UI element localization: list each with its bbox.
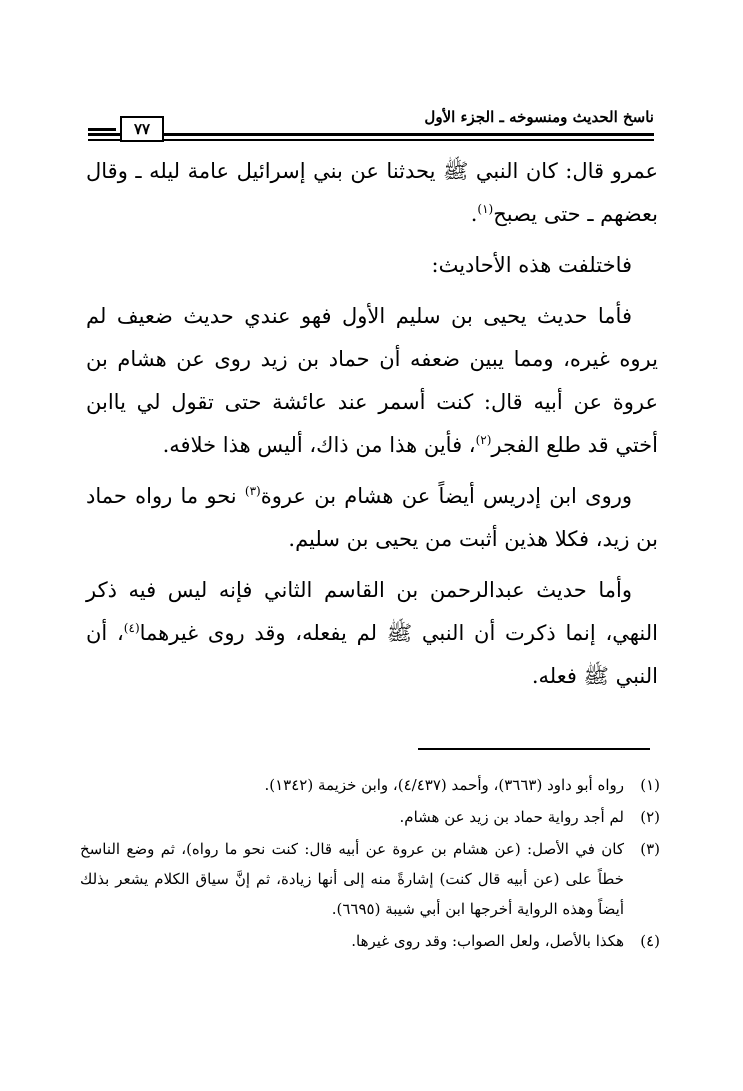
header-ornament [88, 128, 116, 131]
footnote-text: لم أجد رواية حماد بن زيد عن هشام. [399, 808, 624, 826]
footnote [80, 834, 660, 924]
footnote-separator [418, 748, 650, 750]
running-header [88, 108, 654, 138]
footnote-ref: (٢) [475, 433, 492, 447]
footnote-number: (٤) [640, 932, 660, 950]
header-rule [88, 133, 654, 136]
footnote [80, 770, 660, 800]
footnote-number: (١) [640, 776, 660, 794]
footnote-text: هكذا بالأصل، ولعل الصواب: وقد روى غيرها. [351, 932, 624, 950]
header-rule-secondary [88, 139, 654, 141]
paragraph: وأما حديث عبدالرحمن بن القاسم الثاني فإنه ليس فيه ذكر النهي، إنما ذكرت أن النبي ﷺ لم يفعله، وقد روى غيرهما$^{(٤)}$، أن النبي ﷺ فعله. [86, 578, 658, 688]
footnote-ref: (٤) [123, 621, 140, 635]
footnote [80, 926, 660, 956]
footnote-ref: (١) [477, 202, 494, 216]
footnote-number: (٣) [640, 840, 660, 858]
main-text [86, 150, 658, 706]
footnote [80, 802, 660, 832]
paragraph: فأما حديث يحيى بن سليم الأول فهو عندي حديث ضعيف لم يروه غيره، ومما يبين ضعفه أن حماد بن زيد روى عن هشام بن عروة عن أبيه قال: كنت أسمر عند عائشة حتى تقول لي ياابن أختي قد طلع الفجر$^{(٢)}$، فأين هذا من ذاك، أليس هذا خلافه. [86, 304, 658, 457]
footnote-text: كان في الأصل: (عن هشام بن عروة عن أبيه قال: كنت نحو ما رواه)، ثم وضع الناسخ خطاً على (عن أبيه قال كنت) إشارةً منه إلى أنها زيادة، ثم إنَّ سياق الكلام يشعر بذلك أيضاً وهذه الرواية أخرجها ابن أبي شيبة (٦٦٩٥). [80, 840, 624, 918]
footnote-number: (٢) [640, 808, 660, 826]
header-title: ناسخ الحديث ومنسوخه ـ الجزء الأول [424, 108, 654, 126]
page-number: ٧٧ [120, 116, 164, 142]
paragraph: عمرو قال: كان النبي ﷺ يحدثنا عن بني إسرائيل عامة ليله ـ وقال بعضهم ـ حتى يصبح$^{(١)}$. [86, 159, 658, 226]
footnote-ref: (٣) [244, 484, 261, 498]
paragraph: وروى ابن إدريس أيضاً عن هشام بن عروة$^{(٣)}$ نحو ما رواه حماد بن زيد، فكلا هذين أثبت من يحيى بن سليم. [86, 484, 658, 551]
footnotes [80, 770, 660, 958]
footnote-text: رواه أبو داود (٣٦٦٣)، وأحمد (٤/٤٣٧)، وابن خزيمة (١٣٤٢). [264, 776, 624, 794]
paragraph: فاختلفت هذه الأحاديث: [431, 253, 632, 277]
